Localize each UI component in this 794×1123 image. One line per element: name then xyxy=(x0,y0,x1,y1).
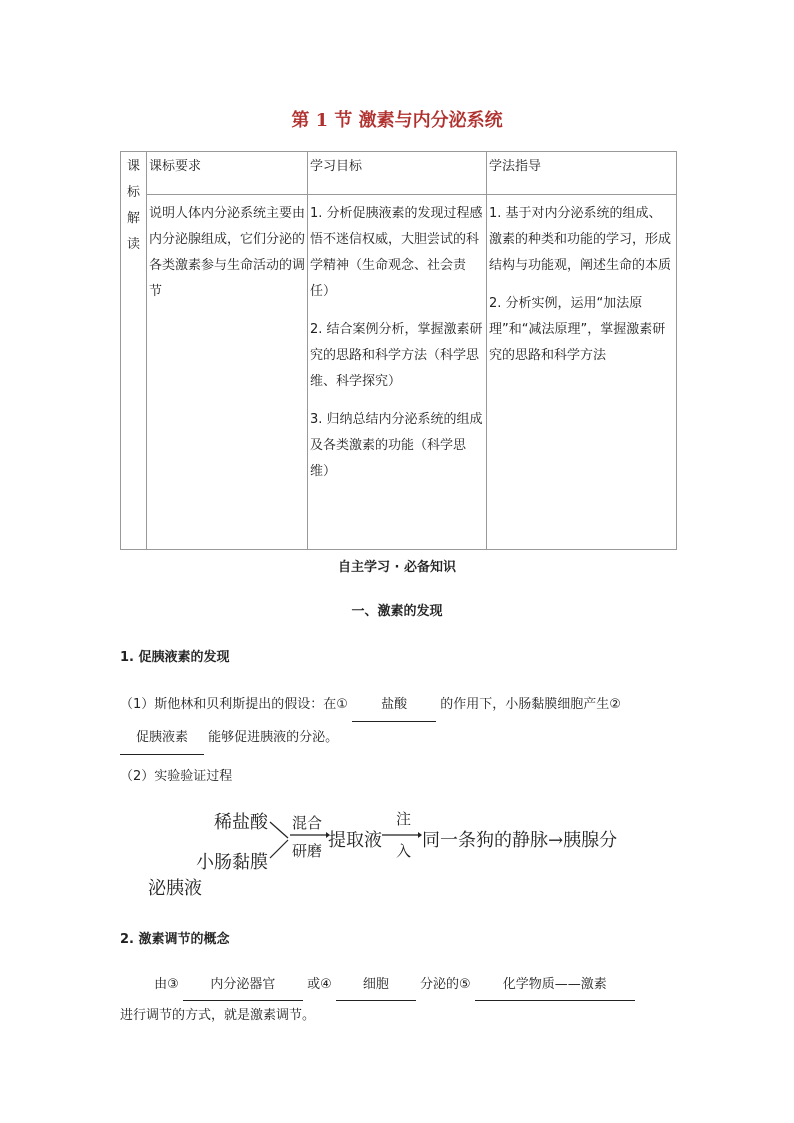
side-label-char: 解 xyxy=(126,211,140,226)
item2-heading: 2. 激素调节的概念 xyxy=(120,932,230,947)
concept-text-c: 分泌的⑤ xyxy=(420,977,471,992)
guidance-cell xyxy=(487,195,677,550)
requirement-cell xyxy=(147,195,308,550)
guidance-item: 2. 分析实例，运用“加法原理”和“减法原理”，掌握激素研究的思路和科学方法 xyxy=(489,296,666,363)
blank-answer-1: 盐酸 xyxy=(352,689,436,722)
requirement-text: 说明人体内分泌系统主要由内分泌腺组成，它们分泌的各类激素参与生命活动的调节 xyxy=(149,206,306,299)
header-objectives: 学习目标 xyxy=(308,152,487,195)
input-intestinal-mucosa: 小肠黏膜 xyxy=(196,852,268,873)
objective-item: 1. 分析促胰液素的发现过程感悟不迷信权威，大胆尝试的科学精神（生命观念、社会责任） xyxy=(310,206,483,299)
concept-text-b: 或④ xyxy=(307,977,332,992)
side-label-char: 标 xyxy=(126,185,140,200)
section-heading: 一、激素的发现 xyxy=(351,604,443,619)
concept-text-d: 进行调节的方式，就是激素调节。 xyxy=(120,1008,316,1023)
hypothesis-suffix: 能够促进胰液的分泌。 xyxy=(208,730,339,745)
mix-label: 混合 xyxy=(292,814,323,832)
header-guidance: 学法指导 xyxy=(487,152,677,195)
concept-text-a: 由③ xyxy=(154,977,179,992)
page-title: 第 1 节 激素与内分泌系统 xyxy=(291,110,503,131)
mix-arrow xyxy=(290,832,330,838)
concept-paragraph xyxy=(120,970,680,1031)
blank-answer-4: 细胞 xyxy=(336,970,416,1001)
hypothesis-mid: 的作用下，小肠黏膜细胞产生② xyxy=(440,697,621,712)
inject-bottom-label: 入 xyxy=(396,842,412,860)
blank-answer-5: 化学物质——激素 xyxy=(475,970,635,1001)
extract-label: 提取液 xyxy=(328,830,382,851)
target-label: 同一条狗的静脉→胰腺分 xyxy=(422,830,618,851)
curriculum-standards-table xyxy=(120,151,677,550)
hypothesis-paragraph xyxy=(120,689,680,755)
side-label-char: 读 xyxy=(126,237,140,252)
blank-answer-3: 内分泌器官 xyxy=(183,970,303,1001)
merge-bracket xyxy=(268,814,292,864)
side-label xyxy=(121,152,147,550)
process-label: （2）实验验证过程 xyxy=(120,769,233,784)
input-hydrochloric-acid: 稀盐酸 xyxy=(214,812,268,833)
grind-label: 研磨 xyxy=(292,842,323,860)
hypothesis-prefix: （1）斯他林和贝利斯提出的假设：在① xyxy=(120,697,348,712)
objective-item: 2. 结合案例分析，掌握激素研究的思路和科学方法（科学思维、科学探究） xyxy=(310,322,483,389)
item1-heading: 1. 促胰液素的发现 xyxy=(120,650,230,665)
blank-answer-2: 促胰液素 xyxy=(120,722,204,755)
inject-top-label: 注 xyxy=(396,810,412,828)
inject-arrow xyxy=(382,832,422,838)
guidance-item: 1. 基于对内分泌系统的组成、激素的种类和功能的学习，形成结构与功能观，阐述生命的本质 xyxy=(489,206,672,273)
objective-item: 3. 归纳总结内分泌系统的组成及各类激素的功能（科学思维） xyxy=(310,412,483,479)
objectives-cell xyxy=(308,195,487,550)
header-requirement: 课标要求 xyxy=(147,152,308,195)
section-banner: 自主学习 · 必备知识 xyxy=(338,560,456,575)
result-label: 泌胰液 xyxy=(148,878,202,899)
experiment-flow-diagram xyxy=(148,808,648,904)
side-label-char: 课 xyxy=(126,159,140,174)
